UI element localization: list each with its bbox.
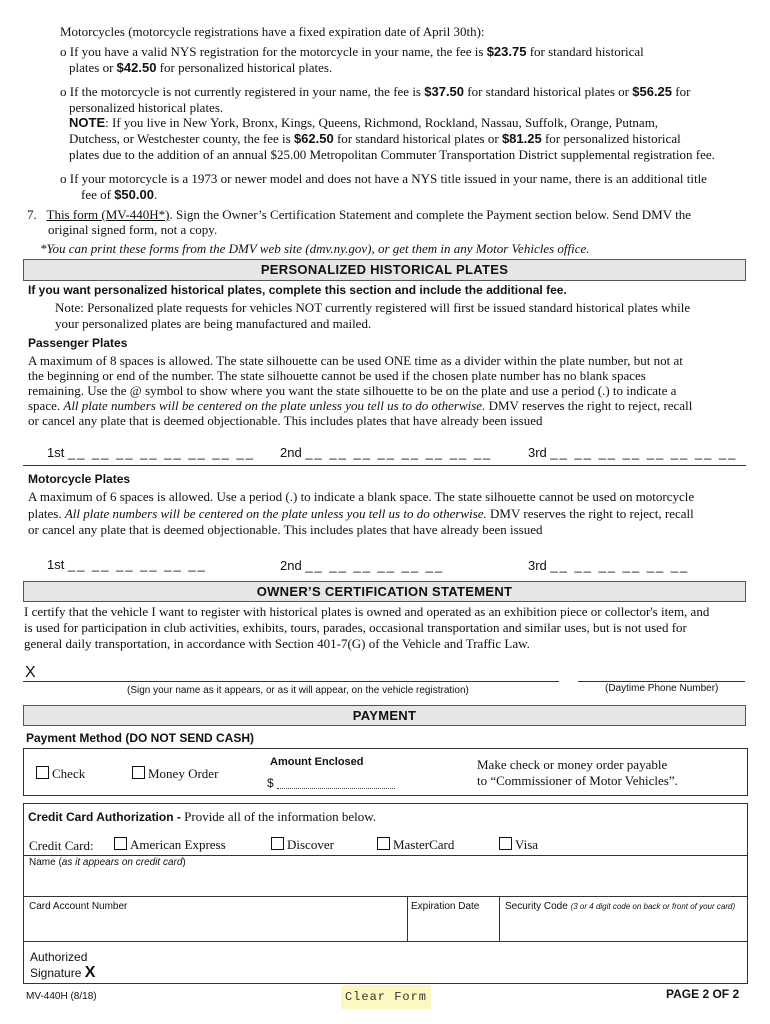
- payment-header: PAYMENT: [23, 705, 746, 726]
- security-code-label: Security Code (3 or 4 digit code on back or front of your card): [505, 901, 736, 912]
- credit-card-title: Credit Card Authorization - Provide all of the information below.: [28, 809, 377, 824]
- payment-method-label: Payment Method (DO NOT SEND CASH): [26, 731, 255, 745]
- motorcycle-rules-1: A maximum of 6 spaces is allowed. Use a period (.) to indicate a blank space. The state silhouette cannot be used on motorcycle: [28, 489, 695, 504]
- step-7-cont: original signed form, not a copy.: [48, 222, 218, 237]
- motorcycle-choice-1[interactable]: 1st __ __ __ __ __ __: [47, 557, 207, 572]
- owner-signature-field[interactable]: [23, 681, 559, 682]
- motorcycle-choice-3[interactable]: 3rd __ __ __ __ __ __: [528, 558, 690, 573]
- visa-option[interactable]: Visa: [499, 837, 538, 852]
- mastercard-option[interactable]: MasterCard: [377, 837, 454, 852]
- personalized-instruction: If you want personalized historical plates, complete this section and include the additional fee.: [28, 283, 567, 297]
- fee-bullet-2-cont: personalized historical plates.: [69, 100, 224, 115]
- expiration-date-input[interactable]: [408, 915, 498, 939]
- credit-card-label: Credit Card:: [29, 838, 94, 853]
- check-checkbox[interactable]: [36, 766, 49, 779]
- money-order-option[interactable]: Money Order: [132, 766, 218, 781]
- visa-checkbox[interactable]: [499, 837, 512, 850]
- divider: [23, 941, 747, 942]
- divider: [23, 465, 746, 466]
- authorized-signature-field[interactable]: [110, 950, 744, 978]
- clear-form-button[interactable]: Clear Form: [341, 985, 431, 1009]
- card-account-number-input[interactable]: [24, 915, 406, 939]
- amount-enclosed-input[interactable]: [277, 788, 395, 789]
- daytime-phone-field[interactable]: [578, 681, 745, 682]
- amex-option[interactable]: American Express: [114, 837, 226, 852]
- authorized-signature-label: Authorized Signature X: [30, 950, 96, 981]
- fee-bullet-3-cont: fee of $50.00.: [81, 187, 158, 202]
- step-7: 7. This form (MV-440H*). Sign the Owner’s Certification Statement and complete the Payment section below. Send DMV the: [27, 207, 691, 222]
- payable-note-2: to “Commissioner of Motor Vehicles”.: [477, 773, 678, 788]
- fee-bullet-1-cont: plates or $42.50 for personalized historical plates.: [69, 60, 333, 75]
- amount-enclosed-label: Amount Enclosed: [270, 756, 364, 768]
- passenger-rules-1: A maximum of 8 spaces is allowed. The state silhouette can be used ONE time as a divider within the plate number, but not at: [28, 353, 683, 368]
- cardholder-name-label: Name (as it appears on credit card): [29, 857, 186, 868]
- expiration-date-label: Expiration Date: [411, 901, 480, 912]
- passenger-choice-1[interactable]: 1st __ __ __ __ __ __ __ __: [47, 445, 255, 460]
- discover-checkbox[interactable]: [271, 837, 284, 850]
- fee-note-3: plates due to the addition of an annual $25.00 Metropolitan Commuter Transportation District supplemental registration fee.: [69, 147, 715, 162]
- certification-text-2: is used for participation in club activities, exhibits, tours, parades, occasional transportation and similar uses, but is not used for: [24, 620, 687, 635]
- page-number: PAGE 2 OF 2: [666, 987, 740, 1001]
- certification-text-1: I certify that the vehicle I want to register with historical plates is owned and operated as an exhibition piece or collector's item, and: [24, 604, 710, 619]
- passenger-rules-5: or cancel any plate that is deemed objectionable. This includes plates that have already been issued: [28, 413, 543, 428]
- money-order-checkbox[interactable]: [132, 766, 145, 779]
- mv440h-form-link[interactable]: This form (MV-440H*): [46, 207, 170, 222]
- passenger-rules-4: space. All plate numbers will be centered on the plate unless you tell us to do otherwise. DMV reserves the right to reject, recall: [28, 398, 693, 413]
- passenger-choice-2[interactable]: 2nd __ __ __ __ __ __ __ __: [280, 445, 493, 460]
- certification-header: OWNER’S CERTIFICATION STATEMENT: [23, 581, 746, 602]
- fee-note-2: Dutchess, or Westchester county, the fee is $62.50 for standard historical plates or $81.25 for personalized historical: [69, 131, 681, 146]
- motorcycle-rules-2: plates. All plate numbers will be centered on the plate unless you tell us to do otherwise. DMV reserves the right to reject, recall: [28, 506, 694, 521]
- card-account-number-label: Card Account Number: [29, 901, 128, 912]
- fee-bullet-3: o If your motorcycle is a 1973 or newer model and does not have a NYS title issued in your name, there is an additional title: [60, 171, 707, 186]
- cardholder-name-input[interactable]: [24, 870, 744, 895]
- motorcycle-intro: Motorcycles (motorcycle registrations have a fixed expiration date of April 30th):: [60, 24, 485, 39]
- step-7-footnote: *You can print these forms from the DMV web site (dmv.ny.gov), or get them in any Motor Vehicles office.: [40, 241, 590, 256]
- signature-x-mark: X: [25, 664, 36, 681]
- signature-caption: (Sign your name as it appears, or as it will appear, on the vehicle registration): [127, 685, 469, 696]
- divider: [23, 896, 747, 897]
- passenger-plates-title: Passenger Plates: [28, 336, 128, 350]
- motorcycle-choice-2[interactable]: 2nd __ __ __ __ __ __: [280, 558, 445, 573]
- passenger-rules-3: remaining. Use the @ symbol to show where you want the state silhouette to be on the plate and use a period (.) to indicate a: [28, 383, 677, 398]
- divider: [23, 855, 747, 856]
- phone-caption: (Daytime Phone Number): [605, 683, 719, 694]
- motorcycle-plates-title: Motorcycle Plates: [28, 472, 131, 486]
- amex-checkbox[interactable]: [114, 837, 127, 850]
- personalized-note: Note: Personalized plate requests for vehicles NOT currently registered will first be issued standard historical plates while: [55, 300, 691, 315]
- certification-text-3: general daily transportation, in accordance with Section 401-7(G) of the Vehicle and Traffic Law.: [24, 636, 530, 651]
- form-id: MV-440H (8/18): [26, 991, 97, 1002]
- mastercard-checkbox[interactable]: [377, 837, 390, 850]
- fee-note: NOTE: If you live in New York, Bronx, Kings, Queens, Richmond, Rockland, Nassau, Suffolk, Orange, Putnam,: [69, 115, 659, 130]
- payable-note: Make check or money order payable: [477, 757, 668, 772]
- discover-option[interactable]: Discover: [271, 837, 334, 852]
- dollar-sign: $: [267, 776, 274, 790]
- personalized-note-2: your personalized plates are being manufactured and mailed.: [55, 316, 372, 331]
- motorcycle-rules-3: or cancel any plate that is deemed objectionable. This includes plates that have already been issued: [28, 522, 543, 537]
- passenger-choice-3[interactable]: 3rd __ __ __ __ __ __ __ __: [528, 445, 738, 460]
- security-code-input[interactable]: [500, 915, 744, 939]
- fee-bullet-2: o If the motorcycle is not currently registered in your name, the fee is $37.50 for standard historical plates or $56.25 for: [60, 84, 691, 99]
- fee-bullet-1: o If you have a valid NYS registration for the motorcycle in your name, the fee is $23.75 for standard historical: [60, 44, 644, 59]
- passenger-rules-2: the beginning or end of the number. The state silhouette cannot be used if the chosen plate number has no blank spaces: [28, 368, 646, 383]
- auth-signature-x-mark: X: [84, 964, 96, 981]
- personalized-plates-header: PERSONALIZED HISTORICAL PLATES: [23, 259, 746, 281]
- check-option[interactable]: Check: [36, 766, 85, 781]
